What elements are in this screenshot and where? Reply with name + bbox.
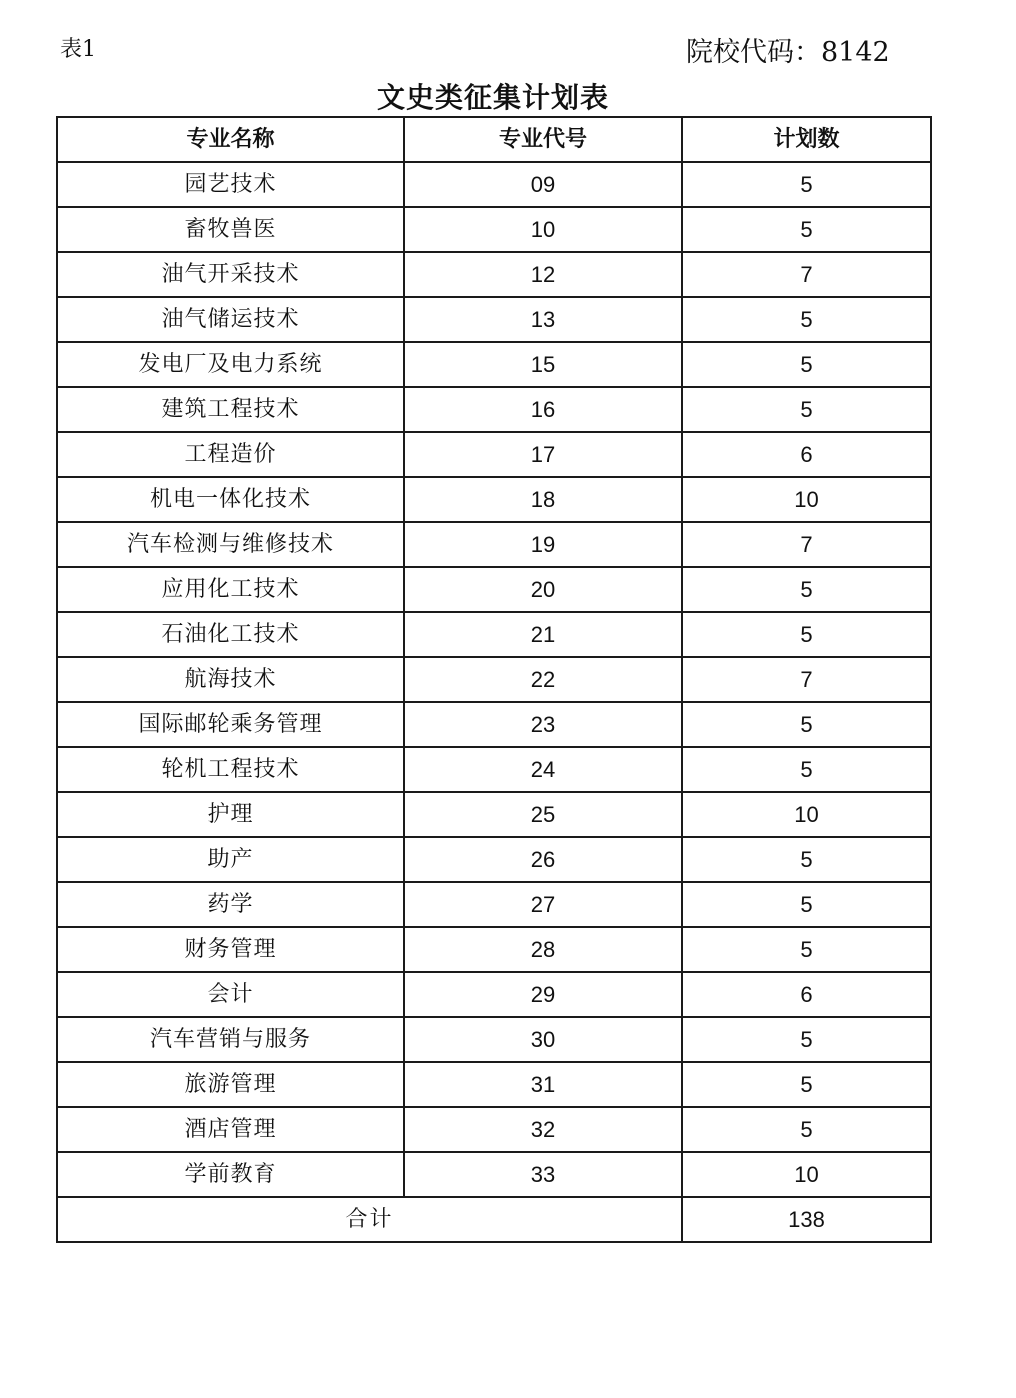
table-row	[57, 207, 931, 252]
major-code-cell: 20	[404, 567, 682, 612]
enrollment-plan-table	[56, 116, 932, 1243]
table-row	[57, 567, 931, 612]
plan-count-cell: 6	[682, 972, 931, 1017]
table-row	[57, 612, 931, 657]
major-code-cell: 15	[404, 342, 682, 387]
plan-count-cell: 5	[682, 162, 931, 207]
plan-count-cell: 5	[682, 1062, 931, 1107]
table-row	[57, 882, 931, 927]
table-row	[57, 1017, 931, 1062]
plan-count-cell: 7	[682, 657, 931, 702]
major-name-cell: 药学	[57, 882, 404, 927]
table-row	[57, 747, 931, 792]
table-row	[57, 252, 931, 297]
major-name-cell: 应用化工技术	[57, 567, 404, 612]
table-row	[57, 1062, 931, 1107]
table-row	[57, 387, 931, 432]
major-name-cell: 学前教育	[57, 1152, 404, 1197]
major-code-cell: 26	[404, 837, 682, 882]
plan-count-cell: 5	[682, 927, 931, 972]
table-row	[57, 1152, 931, 1197]
major-code-cell: 09	[404, 162, 682, 207]
total-row	[57, 1197, 931, 1242]
column-header-major-name: 专业名称	[57, 117, 404, 162]
major-code-cell: 32	[404, 1107, 682, 1152]
major-code-cell: 19	[404, 522, 682, 567]
school-code: 院校代码：8142	[686, 37, 890, 68]
major-code-cell: 31	[404, 1062, 682, 1107]
table-row	[57, 702, 931, 747]
major-name-cell: 发电厂及电力系统	[57, 342, 404, 387]
major-name-cell: 油气开采技术	[57, 252, 404, 297]
plan-count-cell: 5	[682, 837, 931, 882]
major-name-cell: 建筑工程技术	[57, 387, 404, 432]
major-name-cell: 机电一体化技术	[57, 477, 404, 522]
major-code-cell: 22	[404, 657, 682, 702]
table-row	[57, 972, 931, 1017]
plan-count-cell: 7	[682, 522, 931, 567]
plan-count-cell: 5	[682, 702, 931, 747]
table-label: 表1	[60, 37, 96, 62]
major-name-cell: 油气储运技术	[57, 297, 404, 342]
major-code-cell: 13	[404, 297, 682, 342]
major-code-cell: 10	[404, 207, 682, 252]
major-code-cell: 27	[404, 882, 682, 927]
plan-count-cell: 10	[682, 1152, 931, 1197]
major-name-cell: 财务管理	[57, 927, 404, 972]
table-row	[57, 297, 931, 342]
total-value: 138	[682, 1197, 931, 1242]
major-name-cell: 汽车检测与维修技术	[57, 522, 404, 567]
major-name-cell: 会计	[57, 972, 404, 1017]
plan-count-cell: 10	[682, 792, 931, 837]
table-row	[57, 342, 931, 387]
plan-count-cell: 5	[682, 1017, 931, 1062]
table-row	[57, 162, 931, 207]
major-name-cell: 助产	[57, 837, 404, 882]
major-name-cell: 航海技术	[57, 657, 404, 702]
major-name-cell: 轮机工程技术	[57, 747, 404, 792]
major-code-cell: 18	[404, 477, 682, 522]
plan-count-cell: 10	[682, 477, 931, 522]
plan-count-cell: 5	[682, 882, 931, 927]
plan-count-cell: 5	[682, 297, 931, 342]
table-row	[57, 657, 931, 702]
major-name-cell: 护理	[57, 792, 404, 837]
plan-count-cell: 5	[682, 207, 931, 252]
plan-count-cell: 5	[682, 342, 931, 387]
column-header-major-code: 专业代号	[404, 117, 682, 162]
major-code-cell: 33	[404, 1152, 682, 1197]
table-body	[57, 162, 931, 1197]
major-code-cell: 29	[404, 972, 682, 1017]
plan-count-cell: 5	[682, 1107, 931, 1152]
table-header-row	[57, 117, 931, 162]
major-code-cell: 21	[404, 612, 682, 657]
column-header-plan-count: 计划数	[682, 117, 931, 162]
table-row	[57, 522, 931, 567]
major-code-cell: 16	[404, 387, 682, 432]
major-name-cell: 汽车营销与服务	[57, 1017, 404, 1062]
plan-count-cell: 7	[682, 252, 931, 297]
table-row	[57, 1107, 931, 1152]
table-row	[57, 927, 931, 972]
major-code-cell: 24	[404, 747, 682, 792]
major-name-cell: 酒店管理	[57, 1107, 404, 1152]
table-row	[57, 477, 931, 522]
plan-count-cell: 5	[682, 747, 931, 792]
major-code-cell: 28	[404, 927, 682, 972]
major-code-cell: 12	[404, 252, 682, 297]
major-code-cell: 30	[404, 1017, 682, 1062]
major-name-cell: 畜牧兽医	[57, 207, 404, 252]
major-name-cell: 国际邮轮乘务管理	[57, 702, 404, 747]
plan-count-cell: 5	[682, 387, 931, 432]
major-name-cell: 石油化工技术	[57, 612, 404, 657]
plan-count-cell: 5	[682, 567, 931, 612]
table-row	[57, 792, 931, 837]
plan-count-cell: 5	[682, 612, 931, 657]
major-name-cell: 旅游管理	[57, 1062, 404, 1107]
plan-count-cell: 6	[682, 432, 931, 477]
major-name-cell: 工程造价	[57, 432, 404, 477]
page-title: 文史类征集计划表	[376, 81, 609, 114]
major-name-cell: 园艺技术	[57, 162, 404, 207]
major-code-cell: 17	[404, 432, 682, 477]
table-row	[57, 837, 931, 882]
major-code-cell: 23	[404, 702, 682, 747]
major-code-cell: 25	[404, 792, 682, 837]
table-row	[57, 432, 931, 477]
total-label: 合计	[57, 1197, 682, 1242]
